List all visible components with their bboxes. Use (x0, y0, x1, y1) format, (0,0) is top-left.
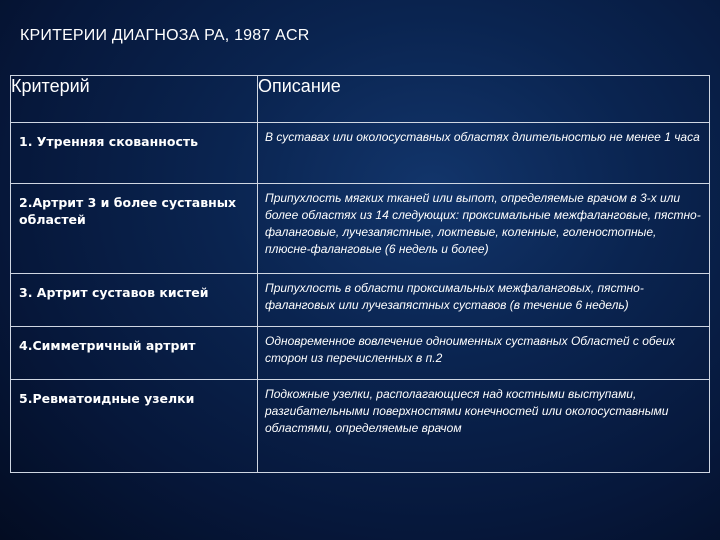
description-cell: Подкожные узелки, располагающиеся над костными выступами, разгибательными поверхностями конечностей или околосуставными областями, определяемые врачом (258, 380, 710, 473)
criterion-cell: 4.Симметричный артрит (11, 327, 258, 380)
table-row (11, 380, 710, 473)
table-header-row (11, 76, 710, 123)
table-row (11, 274, 710, 327)
criterion-cell: 1. Утренняя скованность (11, 123, 258, 184)
header-description: Описание (258, 76, 710, 123)
description-cell: Припухлость в области проксимальных межфаланговых, пястно-фаланговых или лучезапястных суставов (в течение 6 недель) (258, 274, 710, 327)
table-row (11, 327, 710, 380)
criterion-cell: 2.Артрит 3 и более суставных областей (11, 184, 258, 274)
description-cell: Одновременное вовлечение одноименных суставных Областей с обеих сторон из перечисленных в п.2 (258, 327, 710, 380)
description-cell: В суставах или околосуставных областях длительностью не менее 1 часа (258, 123, 710, 184)
header-criterion: Критерий (11, 76, 258, 123)
criteria-table (10, 75, 710, 473)
criterion-cell: 3. Артрит суставов кистей (11, 274, 258, 327)
criterion-cell: 5.Ревматоидные узелки (11, 380, 258, 473)
slide-title: КРИТЕРИИ ДИАГНОЗА РА, 1987 ACR (20, 27, 310, 44)
table-row (11, 123, 710, 184)
description-cell: Припухлость мягких тканей или выпот, определяемые врачом в 3-х или более областях из 14 следующих: проксимальные межфаланговые, пястно-фаланговые, лучезапястные, локтевые, коленные, голеностопные, плюсне-фаланговые (6 недель и более) (258, 184, 710, 274)
table-row (11, 184, 710, 274)
